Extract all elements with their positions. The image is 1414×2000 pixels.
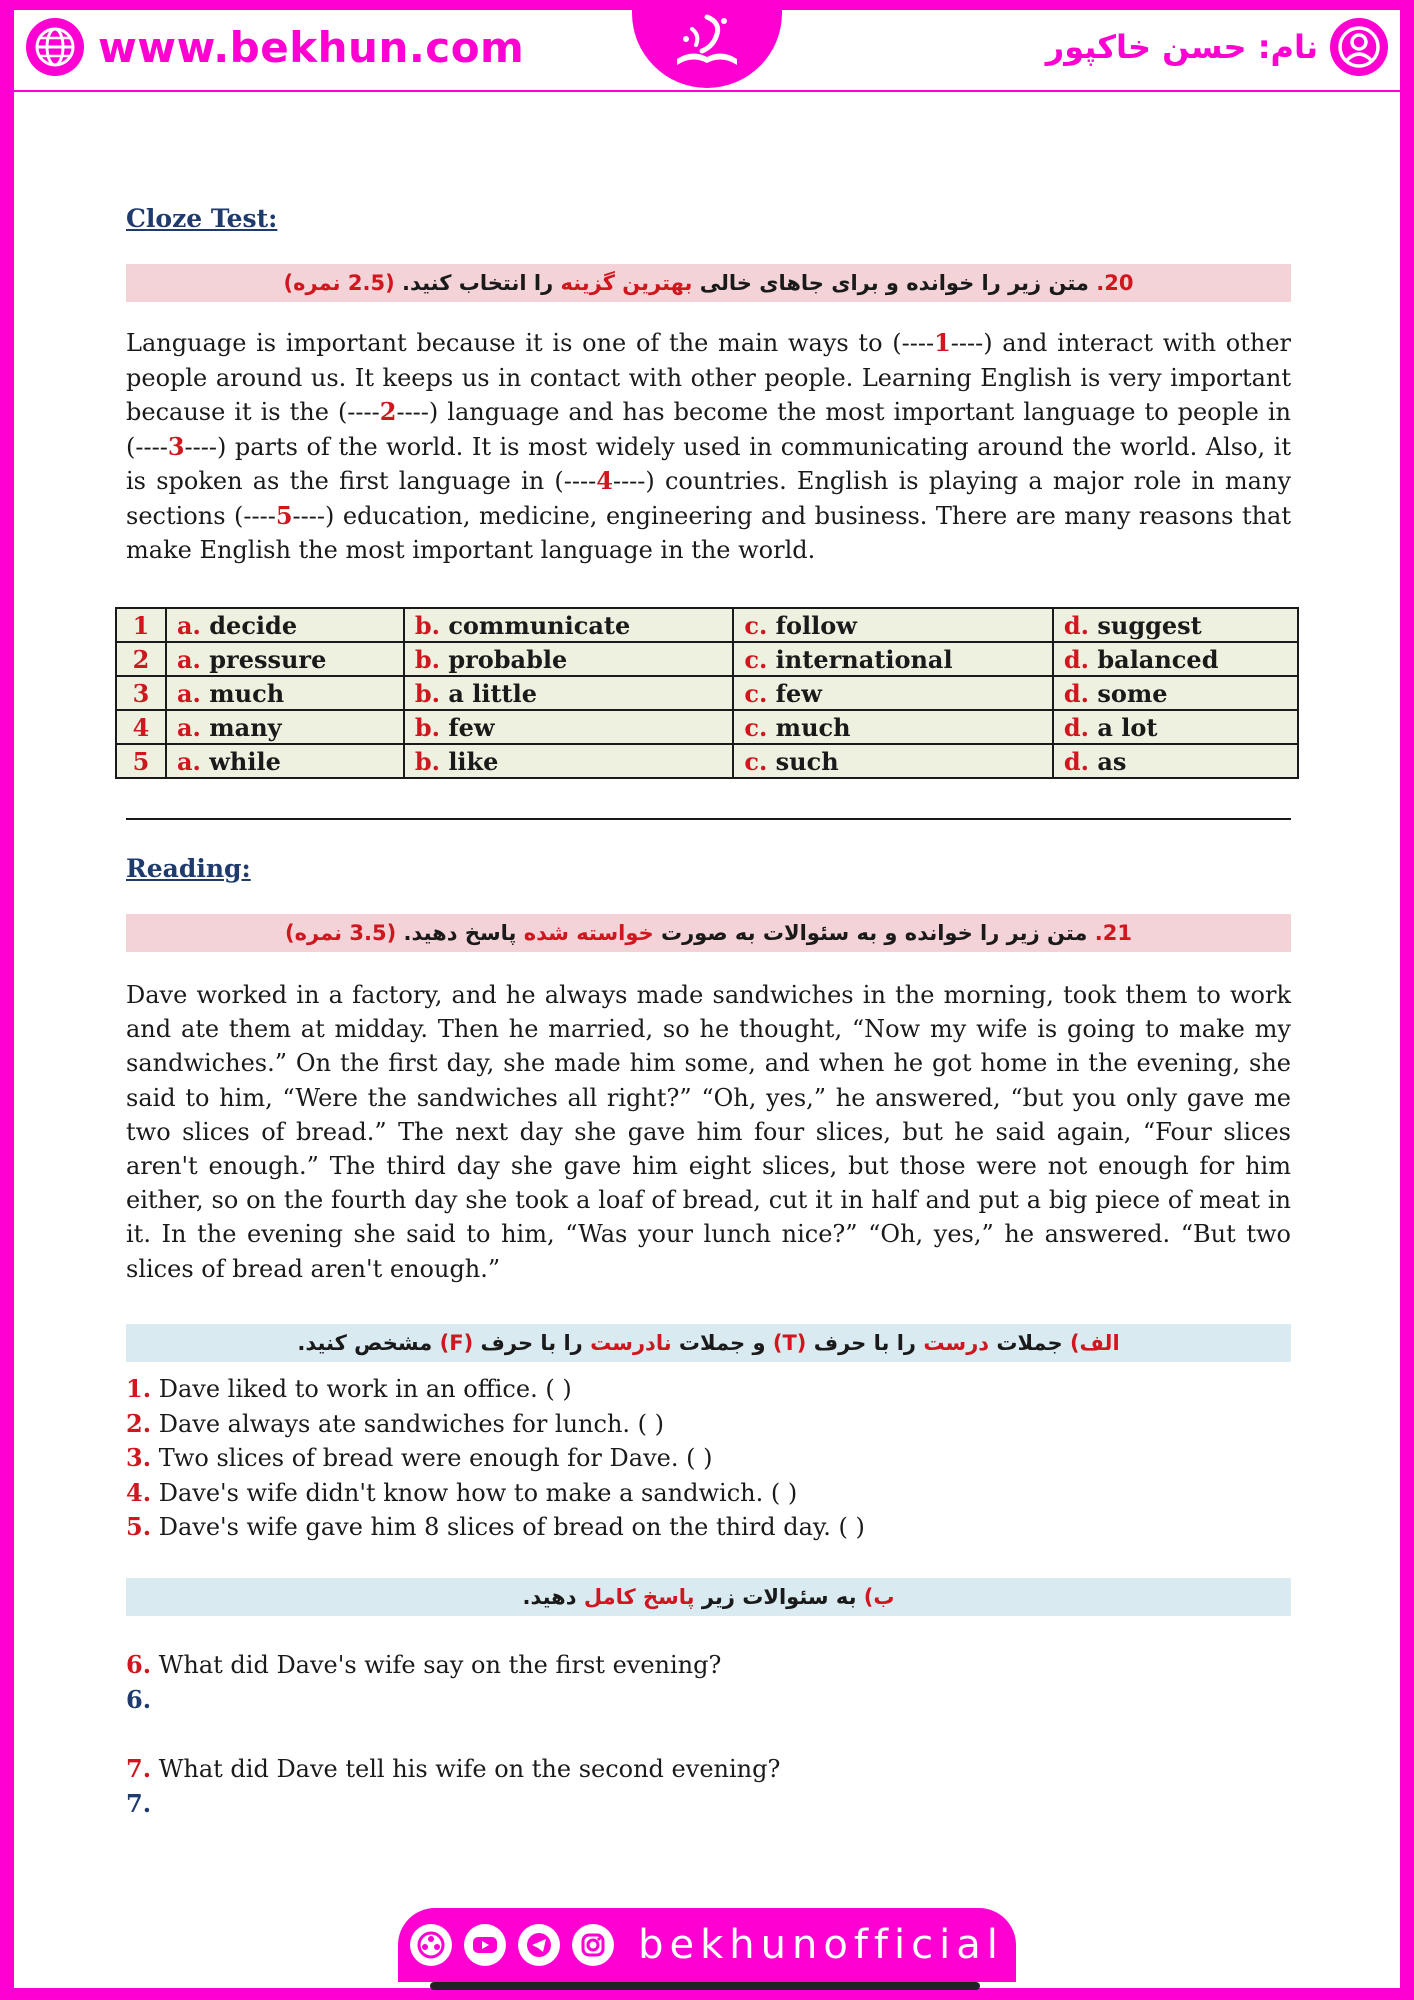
name-label: نام: حسن خاکپور [1045, 28, 1318, 66]
student-name [1046, 18, 1388, 76]
option-row [116, 676, 1298, 710]
social-footer [398, 1908, 1016, 1982]
option-b[interactable]: b. like [404, 744, 734, 778]
tf-item: 5. Dave's wife gave him 8 slices of bread on the third day. ( ) [126, 1512, 865, 1541]
tf-item: 4. Dave's wife didn't know how to make a sandwich. ( ) [126, 1477, 798, 1507]
globe-icon [26, 18, 84, 76]
cloze-passage: Language is important because it is one of the main ways to (----1----) and interact with other people around us. It keeps us in contact with other people. Learning English is very important because it is the (----2----) language and has become the most important language to people in (----3----) parts of the world. It is most widely used in communicating around the world. Also, it is spoken as the first language in (----4----) countries. English is playing a major role in many sections (----5----) education, medicine, engineering and business. There are many reasons that make English the most important language in the world. [126, 328, 1292, 564]
option-c[interactable]: c. international [733, 642, 1053, 676]
option-c[interactable]: c. much [733, 710, 1053, 744]
option-b[interactable]: b. communicate [404, 608, 734, 642]
reading-instruction: 21. متن زیر را خوانده و به سئوالات به صورت خواسته شده پاسخ دهید. (3.5 نمره) [126, 914, 1291, 952]
option-a[interactable]: a. many [166, 710, 404, 744]
cloze-options-table [115, 607, 1299, 779]
option-row-number: 5 [116, 744, 166, 778]
full-answer-instruction: ب) به سئوالات زیر پاسخ کامل دهید. [126, 1578, 1291, 1616]
blank-number: 5 [275, 500, 293, 530]
website-link[interactable] [26, 18, 524, 76]
tf-item: 2. Dave always ate sandwiches for lunch. ( ) [126, 1408, 665, 1438]
true-false-list [126, 1372, 1291, 1545]
option-row [116, 710, 1298, 744]
option-d[interactable]: d. balanced [1053, 642, 1298, 676]
option-b[interactable]: b. a little [404, 676, 734, 710]
option-d[interactable]: d. a lot [1053, 710, 1298, 744]
option-row [116, 744, 1298, 778]
cloze-instruction: 20. متن زیر را خوانده و برای جاهای خالی بهترین گزینه را انتخاب کنید. (2.5 نمره) [126, 264, 1291, 302]
blank-number: 4 [596, 466, 613, 495]
option-c[interactable]: c. such [733, 744, 1053, 778]
option-d[interactable]: d. some [1053, 676, 1298, 710]
book-logo-icon [662, 9, 752, 79]
blank-number: 3 [167, 431, 185, 461]
blank-number: 1 [934, 328, 951, 357]
option-row [116, 608, 1298, 642]
option-row-number: 3 [116, 676, 166, 710]
option-d[interactable]: d. as [1053, 744, 1298, 778]
option-row-number: 4 [116, 710, 166, 744]
option-b[interactable]: b. few [404, 710, 734, 744]
tf-item: 3. Two slices of bread were enough for Dave. ( ) [126, 1443, 713, 1472]
cloze-section-title: Cloze Test: [126, 204, 278, 233]
question-6: 6. What did Dave's wife say on the first evening? 6. [126, 1650, 722, 1714]
option-a[interactable]: a. while [166, 744, 404, 778]
reel-icon[interactable] [410, 1924, 452, 1966]
option-c[interactable]: c. few [733, 676, 1053, 710]
option-c[interactable]: c. follow [733, 608, 1053, 642]
youtube-icon[interactable] [464, 1924, 506, 1966]
option-row-number: 2 [116, 642, 166, 676]
telegram-icon[interactable] [518, 1924, 560, 1966]
instagram-icon[interactable] [572, 1924, 614, 1966]
option-a[interactable]: a. decide [166, 608, 404, 642]
option-d[interactable]: d. suggest [1053, 608, 1298, 642]
page-header [0, 0, 1414, 92]
blank-number: 2 [379, 397, 397, 426]
option-row-number: 1 [116, 608, 166, 642]
option-a[interactable]: a. pressure [166, 642, 404, 676]
user-icon [1330, 18, 1388, 76]
tf-item: 1. Dave liked to work in an office. ( ) [126, 1374, 572, 1403]
answer-6-label: 6. [126, 1684, 152, 1714]
option-a[interactable]: a. much [166, 676, 404, 710]
true-false-instruction: الف) جملات درست را با حرف (T) و جملات نادرست را با حرف (F) مشخص کنید. [126, 1324, 1291, 1362]
option-row [116, 642, 1298, 676]
reading-passage: Dave worked in a factory, and he always made sandwiches in the morning, took them to work and ate them at midday. Then he married, so he thought, “Now my wife is going to make my sandwiches.” On the first day, she made him some, and when he got home in the evening, she said to him, “Were the sandwiches all right?” “Oh, yes,” he answered, “but you only gave me two slices of bread.” The next day she gave him four slices, but he said again, “Four slices aren't enough.” The third day she gave him eight slices, but those were not enough for him either, so on the fourth day she took a loaf of bread, cut it in half and put a big piece of meat in it. In the evening she said to him, “Was your lunch nice?” “Oh, yes,” he answered. “But two slices of bread aren't enough.” [126, 981, 1291, 1283]
social-handle[interactable]: bekhunofficial [638, 1922, 1004, 1968]
answer-7-label: 7. [126, 1788, 152, 1818]
website-text: www.bekhun.com [98, 22, 525, 72]
option-b[interactable]: b. probable [404, 642, 734, 676]
footer-shadow [430, 1982, 980, 1990]
question-7: 7. What did Dave tell his wife on the second evening? 7. [126, 1754, 781, 1818]
section-divider [126, 818, 1291, 820]
reading-section-title: Reading: [126, 854, 251, 883]
